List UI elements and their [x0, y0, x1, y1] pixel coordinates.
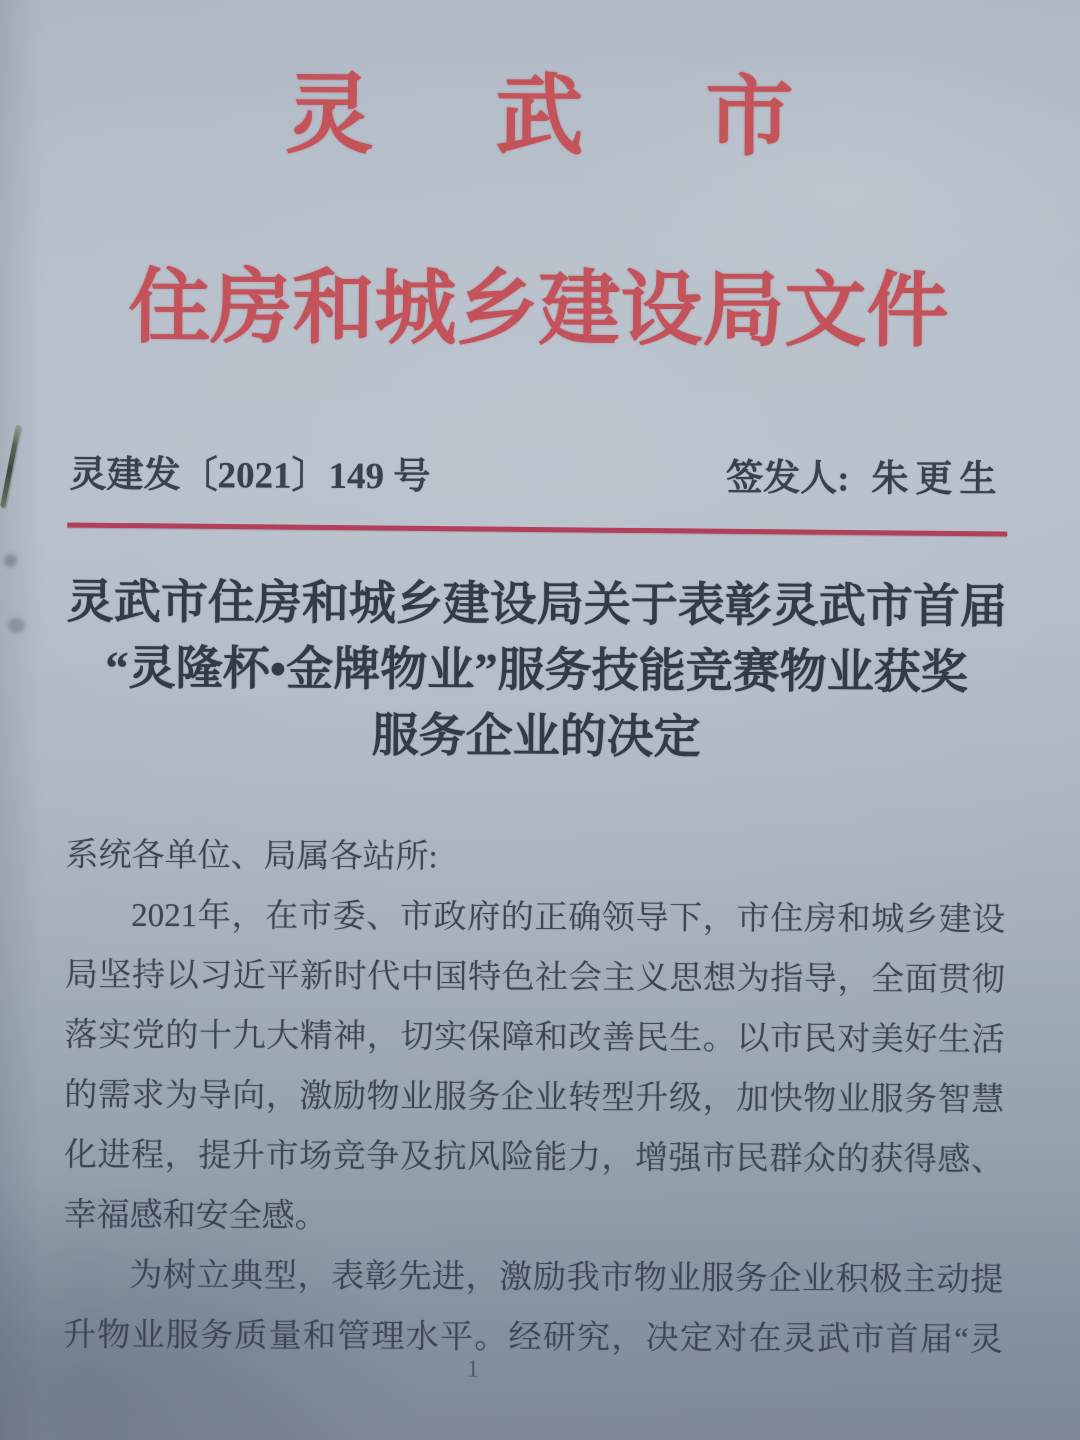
paragraph-2-line: 为树立典型，表彰先进，激励我市物业服务企业积极主动提: [129, 1257, 1004, 1299]
title-line-2: “灵隆杯•金牌物业”服务技能竞赛物业获奖: [105, 642, 968, 700]
paragraph-1-line: 化进程，提升市场竞争及抗风险能力，增强市民群众的获得感、: [63, 1137, 1005, 1179]
document-body: [63, 826, 1006, 1371]
salutation: 系统各单位、局属各站所:: [65, 837, 438, 876]
letterhead-city: 灵武市: [285, 67, 916, 168]
doc-number: 灵建发〔2021〕149 号: [69, 454, 431, 498]
red-divider-rule: [67, 522, 1007, 536]
title-line-3: 服务企业的决定: [371, 710, 701, 764]
letterhead-office: 住房和城乡建设局文件: [128, 261, 949, 358]
paragraph-1-line: 幸福感和安全感。: [63, 1197, 328, 1235]
page-number: 1: [466, 1355, 480, 1383]
paragraph-1-line: 2021年，在市委、市政府的正确领导下，市住房和城乡建设: [131, 897, 1006, 939]
paragraph-1: [63, 886, 1005, 1251]
paragraph-1-line: 的需求为导向，激励物业服务企业转型升级，加快物业服务智慧: [64, 1077, 1005, 1119]
doc-meta-row: [69, 450, 1003, 507]
signer: [726, 453, 1004, 506]
staple-hole-mark: [4, 554, 17, 567]
paragraph-2: [63, 1246, 1004, 1371]
title-line-1: 灵武市住房和城乡建设局关于表彰灵武市首届: [66, 576, 1007, 634]
signer-name: 朱更生: [871, 458, 1004, 501]
signer-label: 签发人:: [726, 457, 850, 500]
staple-hole-mark: [8, 618, 25, 633]
paragraph-2-line: 升物业服务质量和管理水平。经研究，决定对在灵武市首届“灵: [62, 1317, 1004, 1359]
document-title: [36, 569, 1037, 772]
paragraph-1-line: 落实党的十九大精神，切实保障和改善民生。以市民对美好生活: [64, 1017, 1005, 1059]
paragraph-1-line: 局坚持以习近平新时代中国特色社会主义思想为指导，全面贯彻: [64, 957, 1005, 999]
